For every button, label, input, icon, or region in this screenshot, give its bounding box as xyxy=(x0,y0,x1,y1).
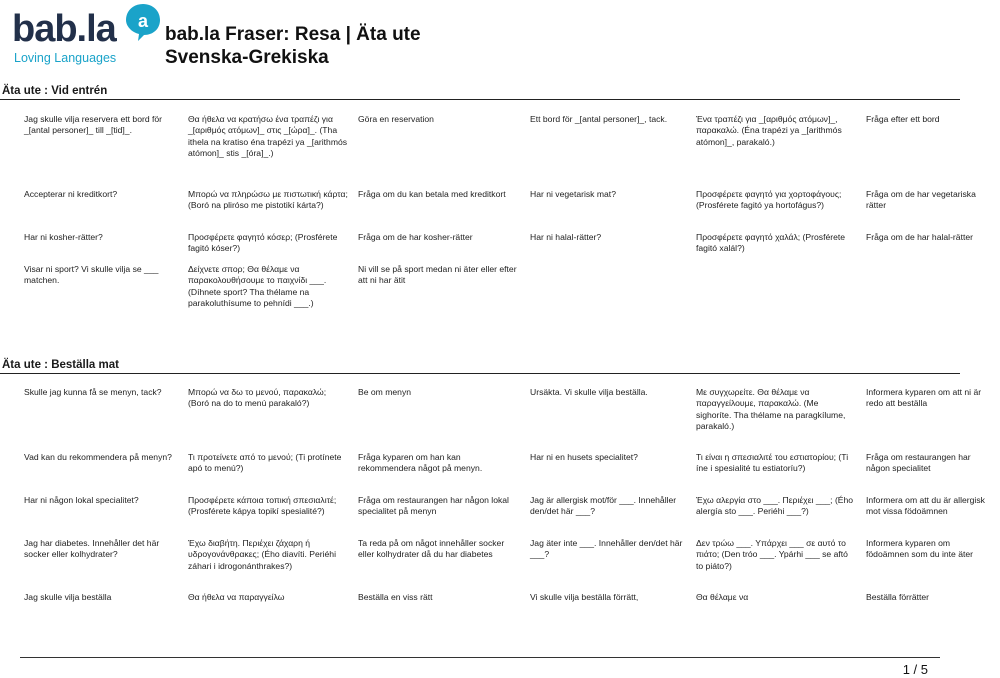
title-line-1: bab.la Fraser: Resa | Äta ute xyxy=(165,24,421,45)
greek-phrase: Θα ήθελα να παραγγείλω xyxy=(188,592,285,602)
table-row xyxy=(20,189,1000,232)
phrase-usage: Informera kyparen om födoämnen som du inte äter xyxy=(866,538,974,560)
greek-phrase: Τι είναι η σπεσιαλιτέ του εστιατορίου; (Ti íne i spesialité tu estiatoríu?) xyxy=(696,452,849,474)
swedish-phrase: Skulle jag kunna få se menyn, tack? xyxy=(24,387,162,397)
greek-phrase: Προσφέρετε κάποια τοπική σπεσιαλιτέ; (Prosférete kápya topikí spesialité?) xyxy=(188,495,337,517)
table-row xyxy=(20,232,1000,264)
table-row xyxy=(20,114,1000,189)
swedish-phrase: Jag skulle vilja beställa xyxy=(24,592,112,602)
section-heading-text: Äta ute : Beställa mat xyxy=(2,359,119,371)
swedish-phrase xyxy=(526,264,692,334)
phrase-usage: Beställa en viss rätt xyxy=(358,592,433,602)
greek-phrase: Δείχνετε σπορ; Θα θέλαμε να παρακολουθήσουμε το παιχνίδι ___. (Díhnete sport? Tha thélame na parakoluthísume to pehnídi ___.) xyxy=(188,264,327,308)
phrase-usage xyxy=(862,264,1000,334)
logo-tagline: Loving Languages xyxy=(14,51,117,65)
phrase-usage: Fråga om de har vegetariska rätter xyxy=(866,189,976,211)
phrase-rows xyxy=(20,114,1000,334)
phrase-usage: Fråga om de har halal-rätter xyxy=(866,232,973,242)
phrase-usage: Fråga kyparen om han kan rekommendera något på menyn. xyxy=(358,452,483,474)
phrase-usage: Informera kyparen om att ni är redo att beställa xyxy=(866,387,982,409)
swedish-phrase: Har ni en husets specialitet? xyxy=(530,452,638,462)
section-divider xyxy=(0,373,960,374)
phrase-rows xyxy=(20,387,1000,612)
greek-phrase xyxy=(692,264,862,334)
phrase-table-entrance xyxy=(20,114,1000,334)
greek-phrase: Τι προτείνετε από το μενού; (Ti protínete apó to menú?) xyxy=(188,452,342,474)
swedish-phrase: Jag har diabetes. Innehåller det här socker eller kolhydrater? xyxy=(24,538,160,560)
phrase-usage: Ta reda på om något innehåller socker eller kolhydrater då du har diabetes xyxy=(358,538,505,560)
greek-phrase: Μπορώ να δω το μενού, παρακαλώ; (Boró na do to menú parakaló?) xyxy=(188,387,327,409)
phrase-table-ordering xyxy=(20,387,1000,612)
greek-phrase: Ένα τραπέζι για _[αριθμός ατόμων]_, παρακαλώ. (Éna trapézi ya _[arithmós atómon]_, parakaló.) xyxy=(696,114,842,147)
swedish-phrase: Har ni kosher-rätter? xyxy=(24,232,103,242)
page-title xyxy=(165,23,421,69)
swedish-phrase: Vi skulle vilja beställa förrätt, xyxy=(530,592,639,602)
swedish-phrase: Ett bord för _[antal personer]_, tack. xyxy=(530,114,668,124)
swedish-phrase: Jag är allergisk mot/för ___. Innehåller den/det här ___? xyxy=(530,495,677,517)
greek-phrase: Θα θέλαμε να xyxy=(696,592,749,602)
phrase-usage: Fråga om restaurangen har någon lokal specialitet på menyn xyxy=(358,495,509,517)
phrase-usage: Informera om att du är allergisk mot vissa födoämnen xyxy=(866,495,985,517)
swedish-phrase: Accepterar ni kreditkort? xyxy=(24,189,118,199)
swedish-phrase: Har ni halal-rätter? xyxy=(530,232,602,242)
swedish-phrase: Har ni vegetarisk mat? xyxy=(530,189,616,199)
phrase-usage: Göra en reservation xyxy=(358,114,434,124)
greek-phrase: Προσφέρετε φαγητό κόσερ; (Prosférete fagitó kóser?) xyxy=(188,232,338,254)
babla-logo[interactable] xyxy=(12,2,162,68)
phrase-usage: Fråga om restaurangen har någon specialitet xyxy=(866,452,971,474)
title-line-2: Svenska-Grekiska xyxy=(165,47,329,68)
svg-text:a: a xyxy=(137,11,149,31)
section-heading-text: Äta ute : Vid entrén xyxy=(2,85,108,97)
table-row xyxy=(20,592,1000,612)
swedish-phrase: Jag skulle vilja reservera ett bord för _[antal personer]_ till _[tid]_. xyxy=(24,114,163,136)
section-heading-entrance xyxy=(0,85,960,97)
phrase-usage: Fråga efter ett bord xyxy=(866,114,940,124)
phrase-usage: Fråga om de har kosher-rätter xyxy=(358,232,473,242)
phrase-usage: Fråga om du kan betala med kreditkort xyxy=(358,189,506,199)
table-row xyxy=(20,387,1000,452)
swedish-phrase: Har ni någon lokal specialitet? xyxy=(24,495,139,505)
swedish-phrase: Vad kan du rekommendera på menyn? xyxy=(24,452,172,462)
table-row xyxy=(20,495,1000,538)
swedish-phrase: Ursäkta. Vi skulle vilja beställa. xyxy=(530,387,648,397)
phrase-usage: Ni vill se på sport medan ni äter eller efter att ni har ätit xyxy=(358,264,517,286)
greek-phrase: Προσφέρετε φαγητό για χορτοφάγους; (Prosférete fagitó ya hortofágus?) xyxy=(696,189,842,211)
swedish-phrase: Jag äter inte ___. Innehåller den/det här ___? xyxy=(530,538,683,560)
greek-phrase: Δεν τρώω ___. Υπάρχει ___ σε αυτό το πιάτο; (Den tróo ___. Ypárhi ___ se aftó to piáto?) xyxy=(696,538,848,571)
page-number: 1 / 5 xyxy=(902,662,928,677)
table-row xyxy=(20,452,1000,495)
phrase-usage: Beställa förrätter xyxy=(866,592,930,602)
greek-phrase: Έχω αλεργία στο ___. Περιέχει ___; (Ého alergía sto ___. Periéhi ___?) xyxy=(696,495,854,517)
table-row xyxy=(20,538,1000,592)
section-heading-ordering xyxy=(0,359,960,371)
speech-bubble-icon xyxy=(124,2,162,42)
swedish-phrase: Visar ni sport? Vi skulle vilja se ___ matchen. xyxy=(24,264,159,286)
greek-phrase: Προσφέρετε φαγητό χαλάλ; (Prosférete fagitó xalál?) xyxy=(696,232,846,254)
table-row xyxy=(20,264,1000,334)
footer-divider xyxy=(20,657,940,658)
greek-phrase: Με συγχωρείτε. Θα θέλαμε να παραγγείλουμε, παρακαλώ. (Me sighoríte. Tha thélame na paragkílume, parakaló.) xyxy=(696,387,846,431)
greek-phrase: Μπορώ να πληρώσω με πιστωτική κάρτα; (Boró na pliróso me pistotikí kárta?) xyxy=(188,189,348,211)
section-divider xyxy=(0,99,960,100)
greek-phrase: Έχω διαβήτη. Περιέχει ζάχαρη ή υδρογονάνθρακες; (Ého diavíti. Periéhi záhari i idrogonánthrakes?) xyxy=(188,538,336,571)
greek-phrase: Θα ήθελα να κρατήσω ένα τραπέζι για _[αριθμός ατόμων]_ στις _[ώρα]_. (Tha ithela na kratiso éna trapézi ya _[arithmós atómon]_ stis _[óra]_.) xyxy=(188,114,348,158)
logo-wordmark: bab.la xyxy=(12,8,116,50)
phrase-usage: Be om menyn xyxy=(358,387,412,397)
